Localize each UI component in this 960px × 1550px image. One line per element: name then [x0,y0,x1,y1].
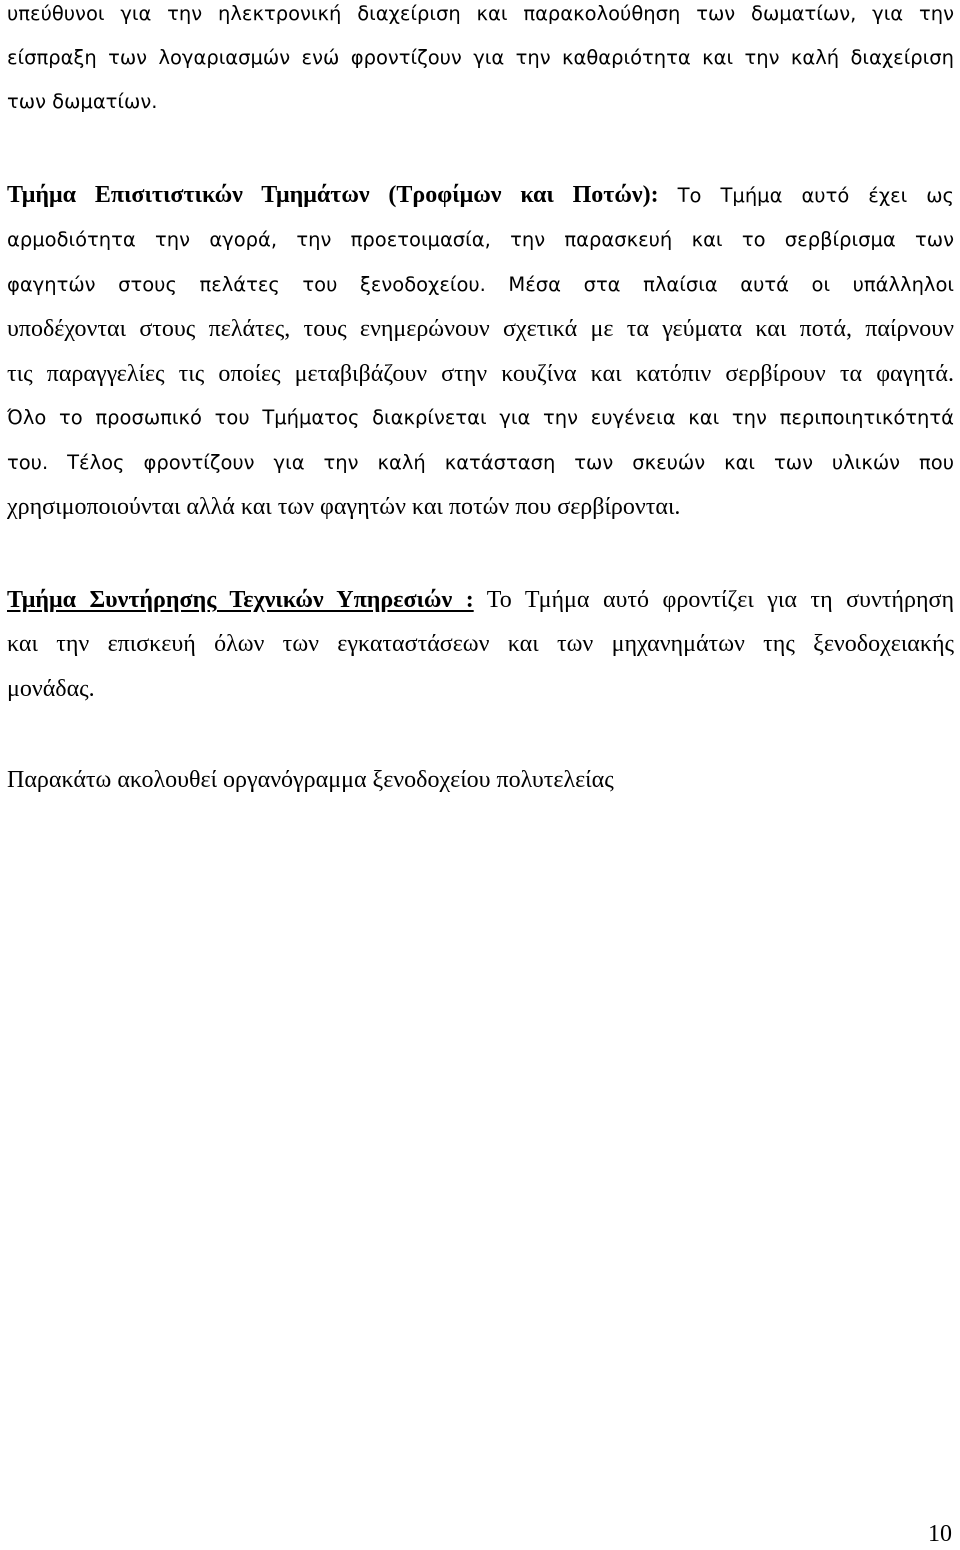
paragraph-2-line-5: τις παραγγελίες τις οποίες μεταβιβάζουν στην κουζίνα και κατόπιν σερβίρουν τα φαγητά. [7,361,954,387]
paragraph-3-line-3: μονάδας. [7,676,95,702]
paragraph-1-line-2: είσπραξη των λογαριασμών ενώ φροντίζουν για την καθαριότητα και την καλή διαχείριση [7,46,954,69]
paragraph-4-text: Παρακάτω ακολουθεί οργανόγραμμα ξενοδοχείου πολυτελείας [7,767,614,793]
paragraph-1-line-3: των δωματίων. [7,90,158,113]
paragraph-2-line-4: υποδέχονται στους πελάτες, τους ενημερώνουν σχετικά με τα γεύματα και ποτά, παίρνουν [7,316,954,342]
paragraph-3-line-1-text: Το Τμήμα αυτό φροντίζει για τη συντήρηση [473,587,955,613]
section-heading-food-beverage: Τμήμα Επισιτιστικών Τμημάτων (Τροφίμων και Ποτών): [7,182,659,208]
paragraph-2-line-6: Όλο το προσωπικό του Τμήματος διακρίνεται για την ευγένεια και την περιποιητικότητά [7,406,954,429]
page-number: 10 [928,1521,952,1547]
section-heading-maintenance: Τμήμα Συντήρησης Τεχνικών Υπηρεσιών : [7,587,474,613]
paragraph-2-line-2: αρμοδιότητα την αγορά, την προετοιμασία, την παρασκευή και το σερβίρισμα των [7,228,954,251]
paragraph-2-line-3: φαγητών στους πελάτες του ξενοδοχείου. Μέσα στα πλαίσια αυτά οι υπάλληλοι [7,273,954,296]
paragraph-2-line-1-text: Το Τμήμα αυτό έχει ως [658,184,955,207]
paragraph-2-line-1 [7,175,954,215]
paragraph-1-line-1: υπεύθυνοι για την ηλεκτρονική διαχείριση και παρακολούθηση των δωματίων, για την [7,2,954,25]
paragraph-3-line-2: και την επισκευή όλων των εγκαταστάσεων και των μηχανημάτων της ξενοδοχειακής [7,631,954,657]
paragraph-2-line-8: χρησιμοποιούνται αλλά και των φαγητών και ποτών που σερβίρονται. [7,494,681,520]
paragraph-2-line-7: του. Τέλος φροντίζουν για την καλή κατάσταση των σκευών και των υλικών που [7,451,954,474]
paragraph-3-line-1 [7,580,954,620]
